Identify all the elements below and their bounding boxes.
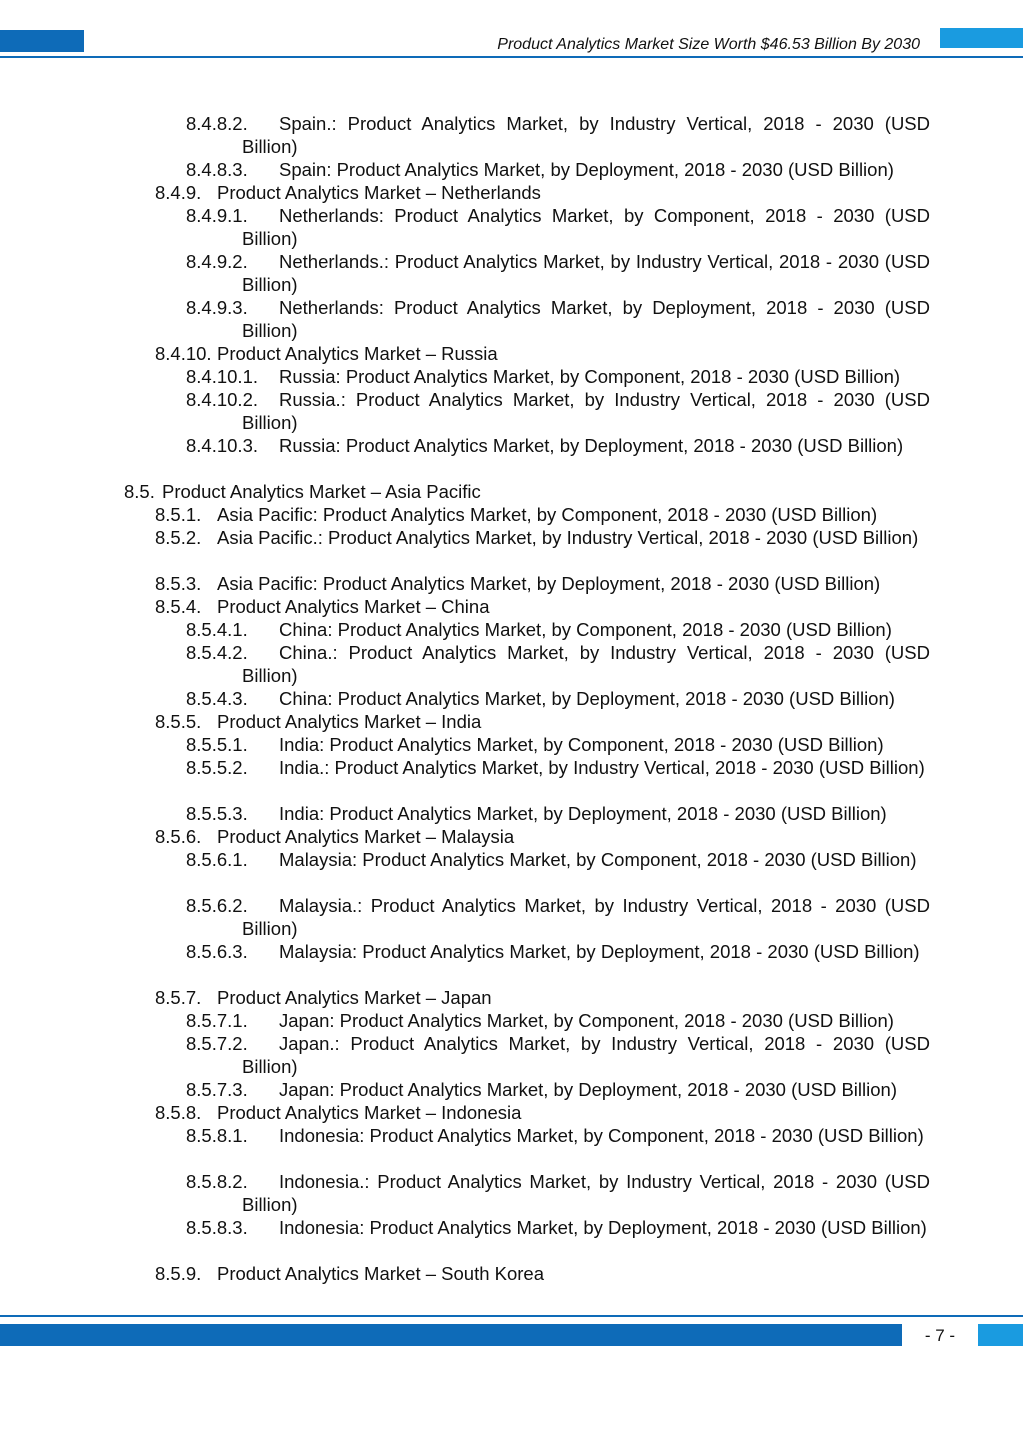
- toc-entry-number: 8.4.8.3.: [186, 159, 248, 180]
- toc-entry-number: 8.5.6.: [155, 826, 202, 847]
- toc-entry-number: 8.4.10.3.: [186, 435, 259, 456]
- toc-entry-title: India: Product Analytics Market, by Deployment, 2018 - 2030 (USD Billion): [279, 803, 887, 824]
- toc-entry-number: 8.5.8.1.: [186, 1125, 248, 1146]
- toc-entry-title: Japan.: Product Analytics Market, by Industry Vertical, 2018 - 2030 (USD Billion): [242, 1033, 930, 1077]
- toc-entry-title: Russia: Product Analytics Market, by Component, 2018 - 2030 (USD Billion): [279, 366, 901, 387]
- toc-entry-title: Product Analytics Market – India: [217, 711, 482, 732]
- toc-entry-number: 8.5.5.1.: [186, 734, 248, 755]
- toc-entry-number: 8.5.8.3.: [186, 1217, 248, 1238]
- toc-entry-number: 8.5.4.1.: [186, 619, 248, 640]
- header-accent-right: [940, 28, 1023, 48]
- toc-entry-number: 8.4.9.1.: [186, 205, 248, 226]
- toc-entry-title: Product Analytics Market – Indonesia: [217, 1102, 522, 1123]
- toc-entry-title: Netherlands: Product Analytics Market, by Component, 2018 - 2030 (USD Billion): [242, 205, 930, 249]
- toc-entry-title: India: Product Analytics Market, by Component, 2018 - 2030 (USD Billion): [279, 734, 884, 755]
- toc-entry-title: Japan: Product Analytics Market, by Component, 2018 - 2030 (USD Billion): [279, 1010, 894, 1031]
- toc-entry-title: Product Analytics Market – South Korea: [217, 1263, 545, 1284]
- toc-entry-title: Malaysia: Product Analytics Market, by Deployment, 2018 - 2030 (USD Billion): [279, 941, 920, 962]
- toc-entry-number: 8.4.8.2.: [186, 113, 248, 134]
- toc-entry-number: 8.5.6.1.: [186, 849, 248, 870]
- header-rule: [0, 56, 1023, 58]
- toc-entry-title: Asia Pacific.: Product Analytics Market, by Industry Vertical, 2018 - 2030 (USD Billion): [217, 527, 919, 548]
- toc-entry-number: 8.4.9.2.: [186, 251, 248, 272]
- toc-entry-title: Asia Pacific: Product Analytics Market, by Deployment, 2018 - 2030 (USD Billion): [217, 573, 881, 594]
- toc-entry-number: 8.5.2.: [155, 527, 202, 548]
- toc-entry-title: Malaysia: Product Analytics Market, by Component, 2018 - 2030 (USD Billion): [279, 849, 917, 870]
- toc-entry-number: 8.4.10.2.: [186, 389, 259, 410]
- toc-entry-title: Spain: Product Analytics Market, by Deployment, 2018 - 2030 (USD Billion): [279, 159, 894, 180]
- toc-entry-number: 8.4.9.: [155, 182, 202, 203]
- toc-entry-number: 8.5.9.: [155, 1263, 202, 1284]
- toc-entry-number: 8.5.8.2.: [186, 1171, 248, 1192]
- toc-entry-title: Product Analytics Market – Malaysia: [217, 826, 515, 847]
- toc-entry-title: Product Analytics Market – Russia: [217, 343, 498, 364]
- toc-entry-number: 8.4.10.1.: [186, 366, 259, 387]
- toc-entry-title: Product Analytics Market – China: [217, 596, 490, 617]
- toc-entry-title: Product Analytics Market – Asia Pacific: [162, 481, 481, 502]
- toc-entry-number: 8.5.7.3.: [186, 1079, 248, 1100]
- footer-rule: [0, 1315, 1023, 1317]
- header-accent-left: [0, 30, 84, 52]
- toc-entry-title: China.: Product Analytics Market, by Industry Vertical, 2018 - 2030 (USD Billion): [242, 642, 930, 686]
- toc-entry-title: India.: Product Analytics Market, by Industry Vertical, 2018 - 2030 (USD Billion): [279, 757, 925, 778]
- toc-entry-title: Asia Pacific: Product Analytics Market, by Component, 2018 - 2030 (USD Billion): [217, 504, 878, 525]
- toc-entry-number: 8.5.: [124, 481, 155, 502]
- toc-entry-number: 8.5.4.2.: [186, 642, 248, 663]
- toc-entry-title: Russia.: Product Analytics Market, by Industry Vertical, 2018 - 2030 (USD Billion): [242, 389, 930, 433]
- toc-entry-title: Japan: Product Analytics Market, by Deployment, 2018 - 2030 (USD Billion): [279, 1079, 897, 1100]
- toc-entry-number: 8.5.1.: [155, 504, 202, 525]
- toc-entry-number: 8.5.4.3.: [186, 688, 248, 709]
- toc-entry-title: Product Analytics Market – Netherlands: [217, 182, 541, 203]
- toc-entry-title: Netherlands: Product Analytics Market, by Deployment, 2018 - 2030 (USD Billion): [242, 297, 930, 341]
- toc-entry-number: 8.5.6.3.: [186, 941, 248, 962]
- toc-entry-title: China: Product Analytics Market, by Component, 2018 - 2030 (USD Billion): [279, 619, 892, 640]
- toc-entry-title: Product Analytics Market – Japan: [217, 987, 492, 1008]
- toc-entry-number: 8.4.10.: [155, 343, 212, 364]
- toc-entry-title: Indonesia: Product Analytics Market, by Deployment, 2018 - 2030 (USD Billion): [279, 1217, 927, 1238]
- toc-entry-number: 8.5.5.2.: [186, 757, 248, 778]
- header-title: Product Analytics Market Size Worth $46.53 Billion By 2030: [497, 36, 920, 53]
- toc-entry-number: 8.5.4.: [155, 596, 202, 617]
- toc-entry-number: 8.5.6.2.: [186, 895, 248, 916]
- toc-entry-title: Spain.: Product Analytics Market, by Industry Vertical, 2018 - 2030 (USD Billion): [242, 113, 930, 157]
- toc-entry-number: 8.4.9.3.: [186, 297, 248, 318]
- toc-entry-title: Netherlands.: Product Analytics Market, by Industry Vertical, 2018 - 2030 (USD Billion): [242, 251, 930, 295]
- footer-accent-right: [978, 1324, 1023, 1346]
- toc-entry-title: China: Product Analytics Market, by Deployment, 2018 - 2030 (USD Billion): [279, 688, 895, 709]
- toc-entry-number: 8.5.3.: [155, 573, 202, 594]
- toc-entry-number: 8.5.5.: [155, 711, 202, 732]
- toc-entry-number: 8.5.7.1.: [186, 1010, 248, 1031]
- toc-entry-number: 8.5.7.: [155, 987, 202, 1008]
- toc-entry-number: 8.5.8.: [155, 1102, 202, 1123]
- toc-entry-title: Indonesia.: Product Analytics Market, by Industry Vertical, 2018 - 2030 (USD Billion): [242, 1171, 930, 1215]
- toc-entry-title: Indonesia: Product Analytics Market, by Component, 2018 - 2030 (USD Billion): [279, 1125, 924, 1146]
- toc-entry-number: 8.5.7.2.: [186, 1033, 248, 1054]
- toc-entry-title: Malaysia.: Product Analytics Market, by Industry Vertical, 2018 - 2030 (USD Billion): [242, 895, 930, 939]
- page-number: - 7 -: [924, 1326, 956, 1345]
- footer-bar: [0, 1324, 902, 1346]
- toc-entry-number: 8.5.5.3.: [186, 803, 248, 824]
- toc-entry-title: Russia: Product Analytics Market, by Deployment, 2018 - 2030 (USD Billion): [279, 435, 904, 456]
